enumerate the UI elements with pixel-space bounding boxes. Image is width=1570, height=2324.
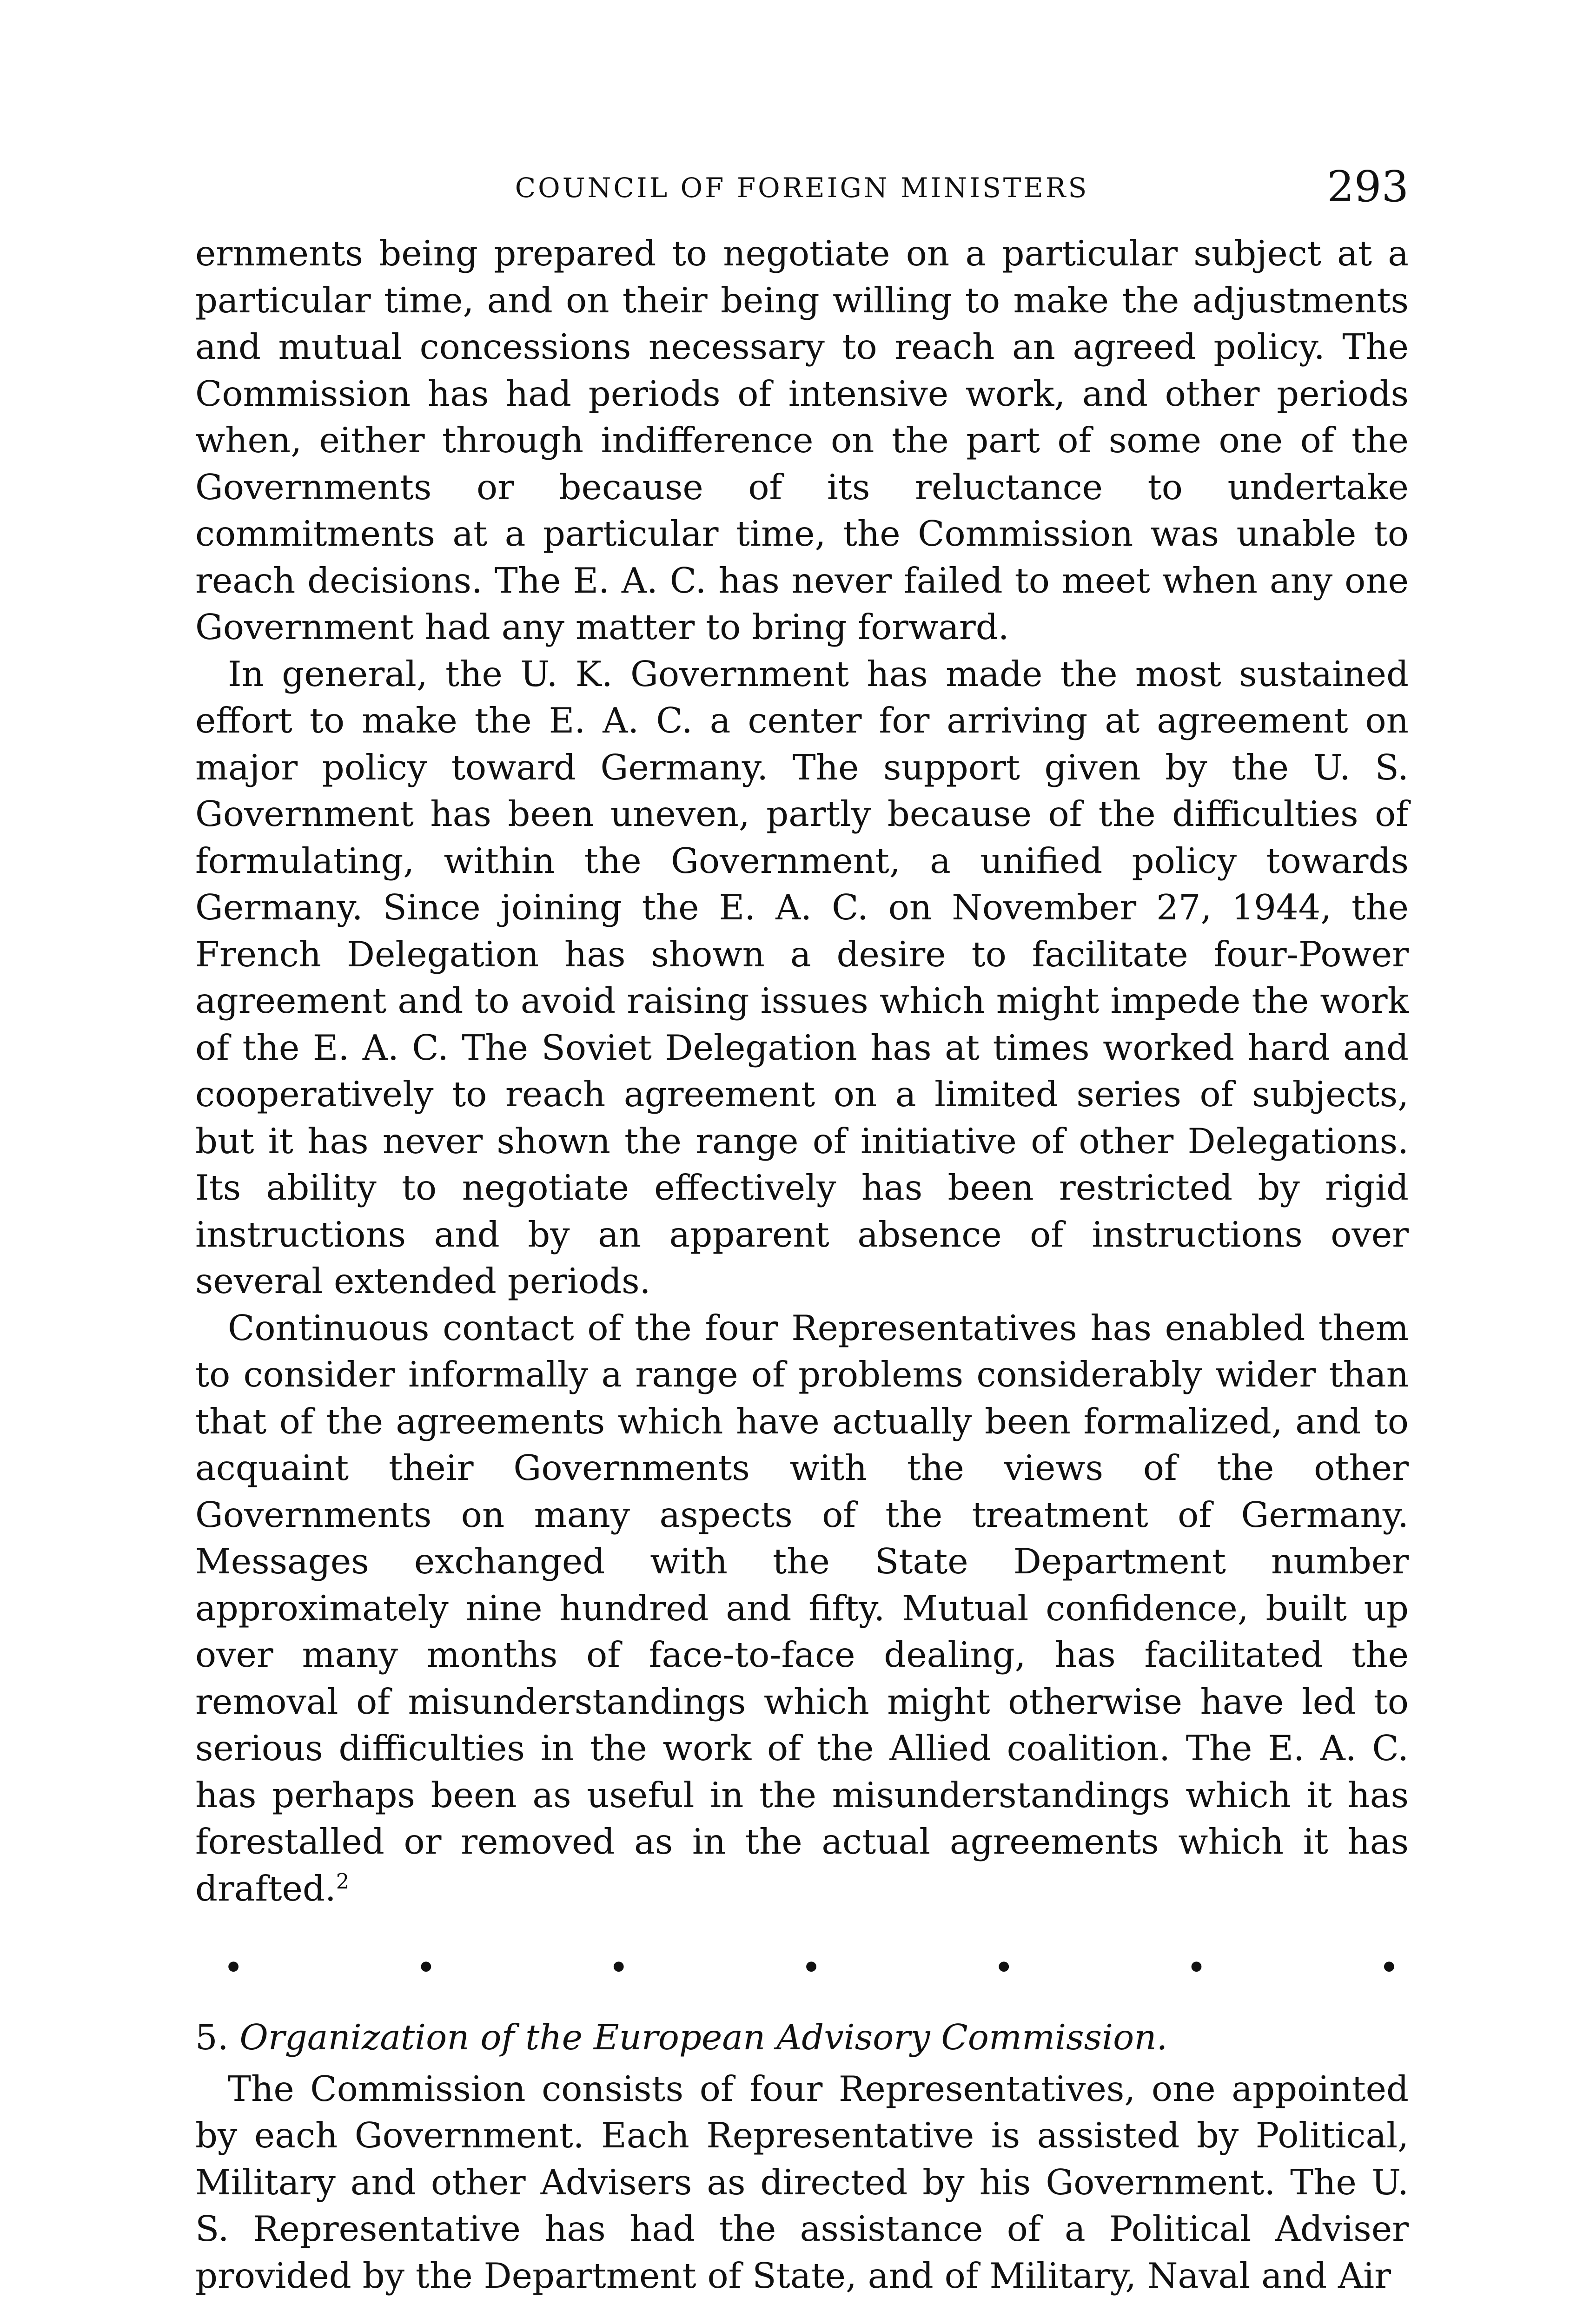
ellipsis-separator xyxy=(195,1949,1409,1986)
ellipsis-dot: • xyxy=(1186,1947,1207,1988)
ellipsis-dot: • xyxy=(608,1947,629,1988)
section-title: Organization of the European Advisory Commission. xyxy=(239,2017,1168,2058)
ellipsis-dot: • xyxy=(223,1947,244,1988)
paragraph-continuous-contact xyxy=(195,1305,1409,1912)
section-heading xyxy=(195,2014,1409,2061)
paragraph-continuous-contact-text: Continuous contact of the four Representatives has enabled them to consider informally a range of problems considerably wider than that of the agreements which have actually been formalized, and to acquaint their Governments with the views of the other Governments on many aspects of the treatment of Germany. Messages exchanged with the State Department number approximately nine hundred and fifty. Mutual confidence, built up over many months of face-to-face dealing, has facilitated the removal of misunderstandings which might otherwise have led to serious difficulties in the work of the Allied coalition. The E. A. C. has perhaps been as useful in the misunderstandings which it has forestalled or removed as in the actual agreements which it has drafted. xyxy=(195,1307,1409,1909)
page-number: 293 xyxy=(1327,162,1409,211)
ellipsis-dot: • xyxy=(994,1947,1014,1988)
body-text xyxy=(195,230,1409,1912)
running-title: COUNCIL OF FOREIGN MINISTERS xyxy=(515,172,1089,204)
ellipsis-dot: • xyxy=(416,1947,437,1988)
ellipsis-dot: • xyxy=(801,1947,822,1988)
ellipsis-dot: • xyxy=(1378,1947,1399,1988)
paragraph-organization: The Commission consists of four Representatives, one appointed by each Government. Each Representative is assisted by Political, Military and other Advisers as directed by his Government. The U. S. Representative has had the assistance of a Political Adviser provided by the Department of State, and of Military, Naval and Air xyxy=(195,2068,1409,2296)
document-page xyxy=(195,153,1409,2324)
footnote-reference: 2 xyxy=(336,1868,350,1894)
running-head xyxy=(195,153,1409,214)
paragraph-continuation: ernments being prepared to negotiate on a particular subject at a particular time, and on their being willing to make the adjustments and mutual concessions necessary to reach an agreed policy. The Commission has had periods of intensive work, and other periods when, either through indifference on the part of some one of the Governments or because of its reluctance to undertake commitments at a particular time, the Commission was unable to reach decisions. The E. A. C. has never failed to meet when any one Government had any matter to bring forward. xyxy=(195,233,1409,647)
paragraph-governments: In general, the U. K. Government has made the most sustained effort to make the E. A. C. a center for arriving at agreement on major policy toward Germany. The support given by the U. S. Government has been uneven, partly because of the difficulties of formulating, within the Government, a unified policy towards Germany. Since joining the E. A. C. on November 27, 1944, the French Delegation has shown a desire to facilitate four-Power agreement and to avoid raising issues which might impede the work of the E. A. C. The Soviet Delegation has at times worked hard and cooperatively to reach agreement on a limited series of subjects, but it has never shown the range of initiative of other Delegations. Its ability to negotiate effectively has been restricted by rigid instructions and by an apparent absence of instructions over several extended periods. xyxy=(195,653,1409,1301)
section-body xyxy=(195,2066,1409,2299)
section-number: 5. xyxy=(195,2017,229,2058)
